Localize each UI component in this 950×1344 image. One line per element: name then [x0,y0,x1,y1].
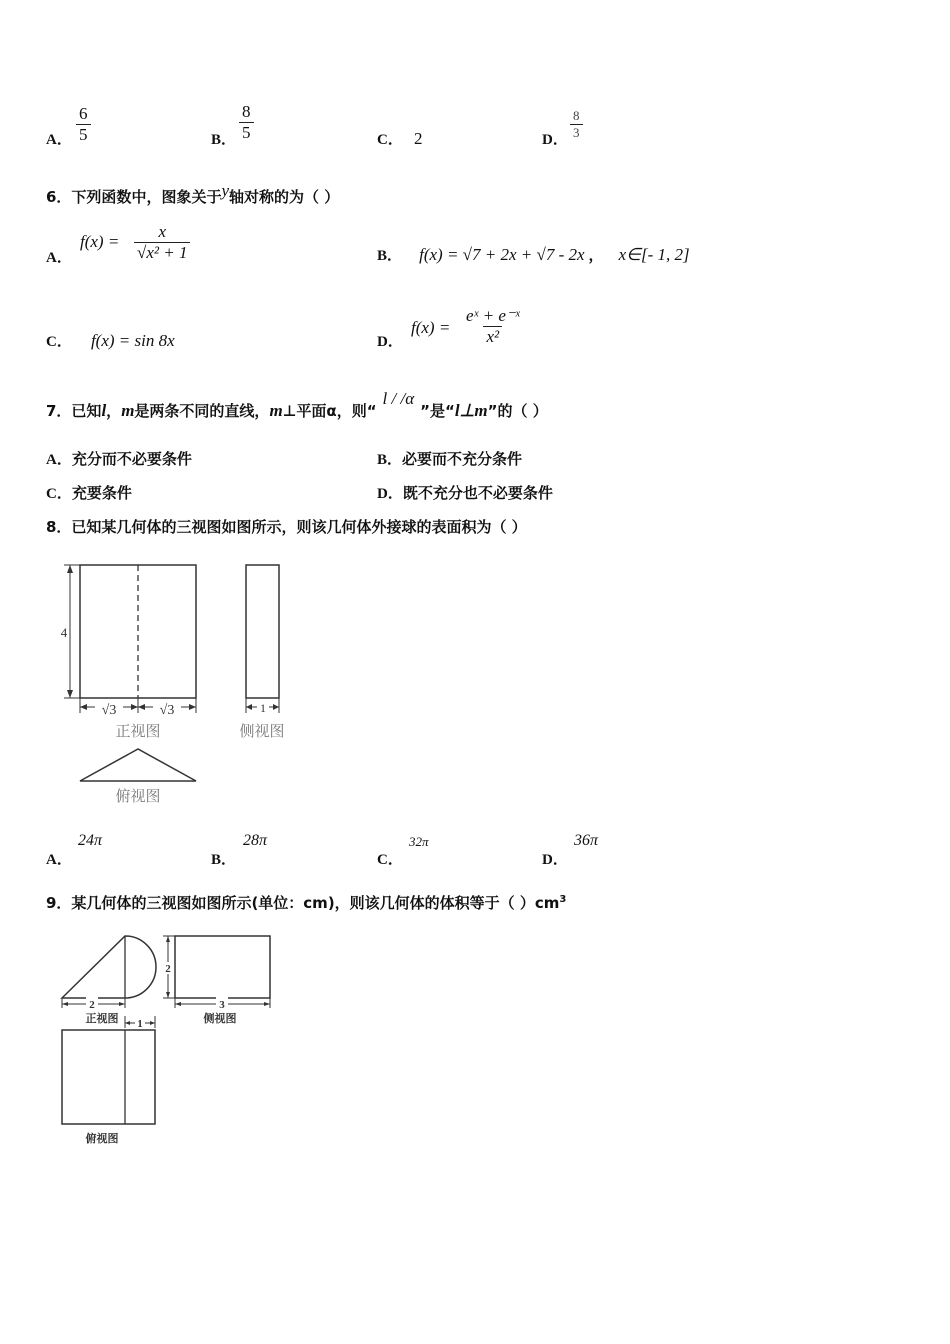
q8-side-width-label: 1 [260,701,266,715]
q9-side-width-arrow-right [264,1002,270,1006]
q6-option-b-label: B． [377,248,403,264]
q5-option-a-fraction: $\frac{6}{5}$ [76,104,91,145]
q9-front-width-label: 2 [89,999,95,1011]
q7-option-a[interactable]: A．充分而不必要条件 [46,450,192,468]
q6-option-b-domain: x∈[- 1, 2] [618,245,690,264]
q8-side-arrow-right [273,704,279,710]
q9-stem: 9．某几何体的三视图如图所示(单位：cm)，则该几何体的体积等于（ ）$cm^3$ [46,894,567,912]
q6-option-a-label: A． [46,250,72,266]
q9-side-width-arrow-left [175,1002,181,1006]
q9-top-width-label: 1 [137,1018,143,1030]
q9-side-width-label: 3 [219,999,225,1011]
q9-front-arrow-right [119,1002,125,1006]
q5-option-c-value: 2 [413,129,423,148]
q5-option-c-label: C． [377,132,403,148]
q6-option-d-lhs: f(x) = [411,318,451,337]
q9-three-view-figure [55,928,280,1150]
q9-front-view-caption: 正视图 [85,1013,119,1025]
q8-width-arrow-2 [131,704,138,710]
q8-width-arrow-1 [80,704,87,710]
q5-option-b-fraction: $\frac{8}{5}$ [239,102,254,143]
q9-side-view-rect [175,936,270,998]
q6-option-c[interactable] [46,330,175,351]
q9-side-view-caption: 侧视图 [203,1013,237,1025]
q8-side-arrow-left [246,704,252,710]
q8-w2-label: √3 [159,703,175,718]
q8-width-arrow-4 [189,704,196,710]
q8-top-view-caption: 俯视图 [115,789,161,805]
q6-option-d-label: D． [377,334,403,350]
q9-front-arrow-left [62,1002,68,1006]
q6-option-d-fraction: $\frac{\text{eˣ + e⁻ˣ}}{\text{x²}}$ [466,306,520,346]
q7-option-d[interactable]: D．既不充分也不必要条件 [377,484,553,502]
q9-side-height-label: 2 [165,963,171,975]
q8-stem: 8．已知某几何体的三视图如图所示，则该几何体外接球的表面积为（ ） [46,518,527,536]
q6-option-a-lhs: f(x) = [80,232,120,251]
q9-side-height-arrow-bottom [166,992,170,998]
q8-side-view-rect [246,565,279,698]
q5-option-a-label: A． [46,132,72,148]
q8-w1-label: √3 [101,703,117,718]
q8-side-view-caption: 侧视图 [239,724,285,740]
q8-width-arrow-3 [138,704,145,710]
q9-top-view-rect [62,1030,155,1124]
q8-height-label: 4 [60,625,68,640]
q9-top-arrow-left [125,1021,130,1025]
q6-option-b-sep: ， [588,246,604,264]
q7-option-b[interactable]: B．必要而不充分条件 [377,450,523,468]
q9-top-arrow-right [150,1021,155,1025]
q8-height-arrow-bottom [67,690,73,698]
q6-stem: 6．下列函数中，图象关于y轴对称的为（ ） [46,181,340,206]
q5-option-c[interactable] [377,128,422,149]
q6-option-a-fraction: $\frac{x}{\text{√x² + 1}}$ [134,222,190,263]
q6-option-c-expr: f(x) = sin 8x [90,331,175,350]
q6-option-b[interactable] [377,244,690,265]
q8-front-view-caption: 正视图 [115,724,161,740]
q8-three-view-figure [55,555,305,810]
q6-option-c-label: C． [46,334,72,350]
q8-top-view-triangle [80,749,196,781]
q8-height-arrow-top [67,565,73,573]
q7-option-c[interactable]: C．充要条件 [46,484,132,502]
q9-side-height-arrow-top [166,936,170,942]
q5-option-b-label: B． [211,132,237,148]
q9-front-view-shape [62,936,156,998]
q5-option-d-label: D． [542,132,568,148]
q5-option-d-fraction: $\frac{8}{3}$ [570,108,583,141]
q7-stem: 7．已知l，m是两条不同的直线，m⊥平面α，则“l / /α”是“l⊥m”的（ ） [46,389,548,420]
q6-option-b-expr: f(x) = √7 + 2x + √7 - 2x [419,245,585,264]
q9-top-view-caption: 俯视图 [85,1133,119,1145]
